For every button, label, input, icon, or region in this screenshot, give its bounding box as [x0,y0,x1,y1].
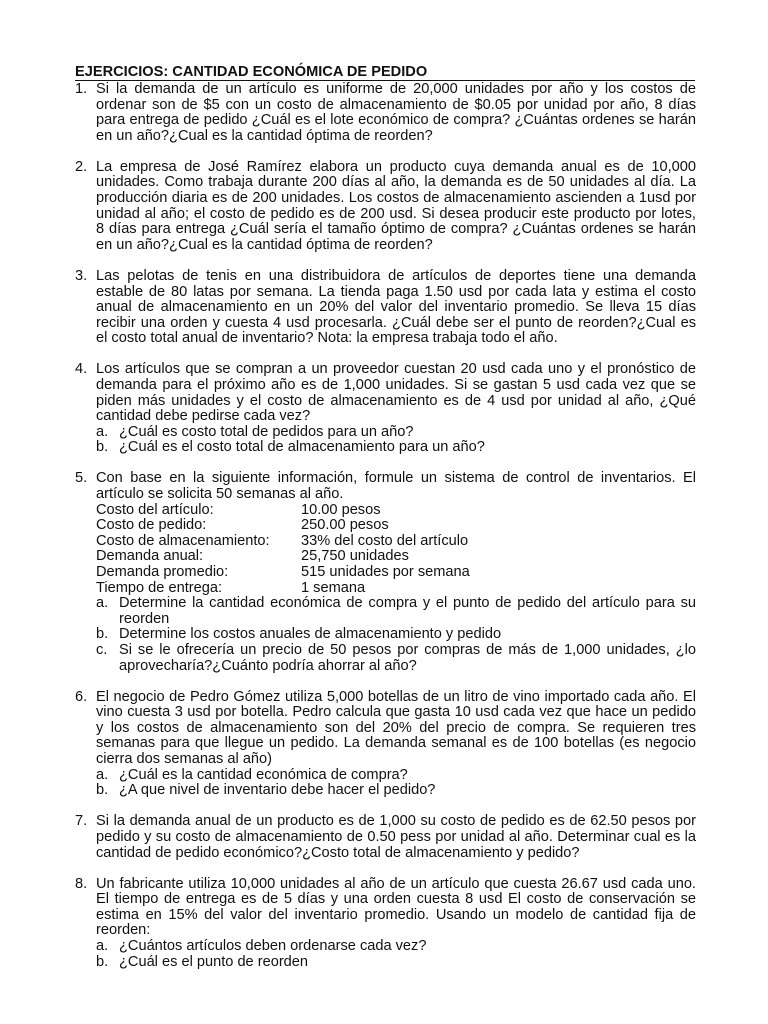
table-value: 515 unidades por semana [301,564,470,581]
sub-question-label: b. [96,782,109,799]
sub-question [96,768,696,784]
sub-question-label: a. [96,595,109,612]
sub-question [96,440,696,456]
exercise-6 [75,690,696,799]
exercise-text: Los artículos que se compran a un proveedor cuestan 20 usd cada uno y el pronóstico de demanda para el próximo año es de 1,000 unidades. Si se gastan 5 usd cada vez que se piden más unidades y el costo de almacenamiento es de 4 usd por unidad al año, ¿Qué cantidad debe pedirse cada vez? [96,361,696,425]
table-row [96,581,696,597]
sub-question-label: a. [96,423,109,440]
exercise-8 [75,877,696,971]
sub-question-text: ¿Cuál es la cantidad económica de compra? [119,766,408,783]
sub-question-text: ¿A que nivel de inventario debe hacer el pedido? [119,782,436,799]
table-value: 25,750 unidades [301,548,409,565]
exercise-text: Las pelotas de tenis en una distribuidora de artículos de deportes tiene una demanda estable de 80 latas por semana. La tienda paga 1.50 usd por cada lata y estima el costo anual de almacenamiento en un 20% del valor del inventario promedio. Se lleva 15 días recibir una orden y cuesta 4 usd procesarla. ¿Cuál debe ser el punto de reorden?¿Cual es el costo total anual de inventario? Nota: la empresa trabaja todo el año. [96,267,696,347]
sub-question-text: Determine la cantidad económica de compra y el punto de pedido del artículo para su reorden [119,595,696,627]
sub-question [96,783,696,799]
table-value: 250.00 pesos [301,517,389,534]
exercise-7 [75,814,696,861]
exercise-text: Si la demanda de un artículo es uniforme de 20,000 unidades por año y los costos de ordenar son de $5 con un costo de almacenamiento de $0.05 por unidad por año, 8 días para entrega de pedido ¿Cuál es el lote económico de compra? ¿Cuántas ordenes se harán en un año?¿Cual es la cantidad óptima de reorden? [96,81,696,144]
table-key: Costo del artículo: [96,501,214,518]
sub-question-text: ¿Cuál es el costo total de almacenamiento para un año? [119,439,485,456]
table-row [96,518,696,534]
sub-question-label: b. [96,953,109,970]
exercise-text: Un fabricante utiliza 10,000 unidades al año de un artículo que cuesta 26.67 usd cada uno. El tiempo de entrega es de 5 días y una orden cuesta 8 usd El costo de conservación se estima en 15% del valor del inventario promedio. Usando un modelo de cantidad fija de reorden: [96,875,696,939]
exercise-number: 7. [75,813,88,830]
table-value: 33% del costo del artículo [301,532,469,549]
exercise-3 [75,269,696,347]
table-row [96,565,696,581]
exercise-number: 6. [75,688,88,705]
sub-question-text: Determine los costos anuales de almacenamiento y pedido [119,626,502,643]
exercise-1 [75,82,696,144]
exercise-4 [75,362,696,456]
exercise-number: 3. [75,267,88,284]
table-row [96,534,696,550]
table-row [96,549,696,565]
sub-question-label: b. [96,439,109,456]
sub-question [96,643,696,674]
table-key: Costo de pedido: [96,517,207,534]
table-value: 10.00 pesos [301,501,381,518]
sub-question-text: ¿Cuál es el punto de reorden [119,953,309,970]
exercise-5 [75,471,696,674]
sub-question-label: c. [96,642,108,658]
table-key: Tiempo de entrega: [96,579,223,596]
exercise-number: 1. [75,81,88,97]
exercise-text: Con base en la siguiente información, formule un sistema de control de inventarios. El artículo se solicita 50 semanas al año. [96,470,696,503]
sub-question [96,425,696,441]
table-key: Demanda promedio: [96,564,229,581]
document-title: EJERCICIOS: CANTIDAD ECONÓMICA DE PEDIDO [75,64,695,81]
data-table [96,503,696,597]
sub-question [96,627,696,643]
exercise-text: Si la demanda anual de un producto es de 1,000 su costo de pedido es de 62.50 pesos por pedido y su costo de almacenamiento de 0.50 pess por unidad al año. Determinar cual es la cantidad de pedido económico?¿Costo total de almacenamiento y pedido? [96,813,696,861]
sub-question [96,939,696,955]
sub-question-label: a. [96,766,109,783]
exercise-number: 5. [75,470,88,487]
exercise-2 [75,160,696,254]
table-row [96,503,696,519]
sub-question-text: ¿Cuántos artículos deben ordenarse cada vez? [119,938,427,954]
sub-question [96,955,696,971]
sub-question [96,596,696,627]
sub-question-label: a. [96,938,109,954]
sub-question-label: b. [96,626,109,643]
table-value: 1 semana [301,579,366,596]
exercise-text: El negocio de Pedro Gómez utiliza 5,000 botellas de un litro de vino importado cada año. El vino cuesta 3 usd por botella. Pedro calcula que gasta 10 usd cada vez que hace un pedido y los costos de almacenamiento son del 20% del precio de compra. Se requieren tres semanas para que llegue un pedido. La demanda semanal es de 100 botellas (es negocio cierra dos semanas al año) [96,688,696,768]
exercise-number: 4. [75,361,88,378]
exercise-list [75,82,696,986]
table-key: Costo de almacenamiento: [96,532,270,549]
sub-question-text: Si se le ofrecería un precio de 50 pesos por compras de más de 1,000 unidades, ¿lo aprovecharía?¿Cuánto podría ahorrar al año? [119,642,696,674]
exercise-text: La empresa de José Ramírez elabora un producto cuya demanda anual es de 10,000 unidades. Como trabaja durante 200 días al año, la demanda es de 50 unidades al día. La producción diaria es de 200 unidades. Los costos de almacenamiento ascienden a 1usd por unidad al año; el costo de pedido es de 200 usd. Si desea producir este producto por lotes, 8 días para entrega ¿Cuál sería el tamaño óptimo de compra? ¿Cuántas ordenes se harán en un año?¿Cual es la cantidad óptima de reorden? [96,158,696,253]
sub-question-text: ¿Cuál es costo total de pedidos para un año? [119,423,414,440]
exercise-number: 2. [75,158,88,175]
table-key: Demanda anual: [96,548,204,565]
exercise-number: 8. [75,875,88,892]
